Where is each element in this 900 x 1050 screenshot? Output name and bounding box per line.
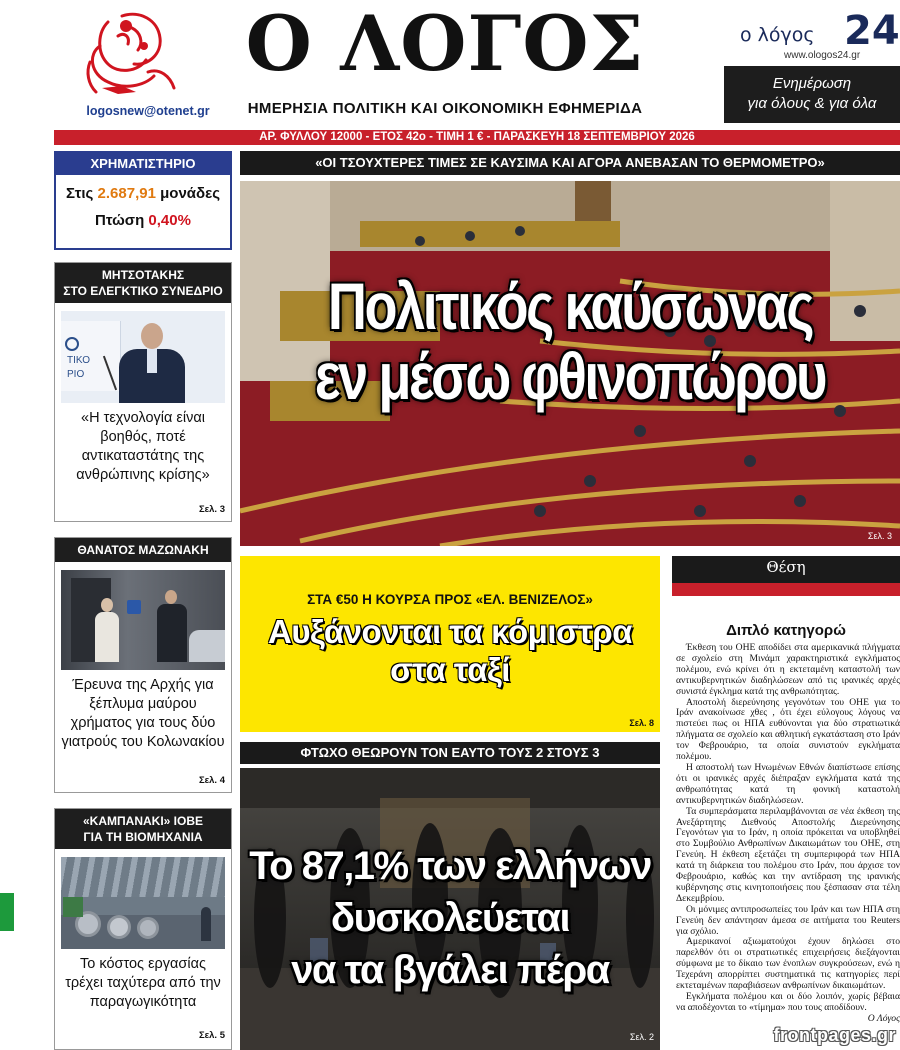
opinion-paragraph: Αμερικανοί αξιωματούχοι έχουν δηλώσει στο παρελθόν ότι οι στρατιωτικές επιχειρήσεις διεξάγονται σύμφωνα με το δίκαιο των ένοπλων συγκρούσεων, ενώ η Τεχεράνη απορρίπτει συστηματικά τις κατηγορίες περί εκτεταμένων παραβιάσεων ανθρωπίνων δικαιωμάτων. bbox=[676, 936, 900, 992]
edge-marker bbox=[0, 893, 14, 931]
page-reference: Σελ. 3 bbox=[867, 531, 892, 541]
side-story-text: «Η τεχνολογία είναι βοηθός, ποτέ αντικαταστάτης της ανθρώπινης κρίσης» bbox=[76, 410, 210, 483]
lead-story[interactable] bbox=[240, 181, 900, 546]
opinion-header-stripe bbox=[672, 583, 900, 596]
watermark: frontpages.gr bbox=[773, 1025, 896, 1045]
slogan-box bbox=[724, 66, 900, 123]
photo-backdrop-emblem bbox=[65, 337, 79, 351]
side-story-mazonakis[interactable] bbox=[54, 537, 232, 793]
steel-coil-2 bbox=[107, 915, 131, 939]
side-story-header bbox=[55, 809, 231, 849]
car bbox=[189, 630, 225, 662]
poll-kicker: ΦΤΩΧΟ ΘΕΩΡΟΥΝ ΤΟΝ ΕΑΥΤΟ ΤΟΥΣ 2 ΣΤΟΥΣ 3 bbox=[240, 742, 660, 764]
opinion-title[interactable]: Διπλό κατηγορώ bbox=[726, 622, 846, 639]
opinion-section-header bbox=[672, 556, 900, 596]
side-story-text: Έρευνα της Αρχής για ξέπλυμα μαύρου χρήματος για τους δύο γιατρούς του Κολωνακίου bbox=[61, 677, 225, 750]
mitsotakis-photo bbox=[61, 311, 225, 403]
side-story-header-line-1: «ΚΑΜΠΑΝΑΚΙ» ΙΟΒΕ bbox=[82, 814, 203, 828]
factory-photo bbox=[61, 857, 225, 949]
side-story-header-line-1: ΜΗΤΣΟΤΑΚΗΣ bbox=[101, 268, 185, 282]
taxi-headline-line-2: στα ταξί bbox=[390, 651, 510, 688]
opinion-signature: Ο Λόγος bbox=[867, 1012, 900, 1024]
side-story-iove[interactable] bbox=[54, 808, 232, 1050]
website-logo-number: 24 bbox=[844, 8, 900, 54]
side-story-header bbox=[55, 263, 231, 303]
person-dark-head bbox=[165, 590, 177, 604]
side-story-header-line-2: ΣΤΟ ΕΛΕΓΚΤΙΚΟ ΣΥΝΕΔΡΙΟ bbox=[63, 284, 223, 298]
stock-market-box[interactable] bbox=[54, 151, 232, 250]
slogan-line-2: για όλους & για όλα bbox=[747, 95, 877, 112]
speaker-shirt bbox=[147, 349, 157, 373]
poll-story[interactable] bbox=[240, 768, 660, 1050]
person-dark-body bbox=[157, 604, 187, 662]
factory-roof bbox=[61, 857, 225, 897]
police-sign bbox=[127, 600, 141, 614]
green-machine bbox=[63, 897, 83, 917]
opinion-body bbox=[676, 643, 900, 1043]
opinion-paragraph: Η αποστολή των Ηνωμένων Εθνών διαπίστωσε επίσης ότι οι ιρανικές αρχές διέπραξαν εγκλήματα κατά της ανθρωπότητας κατά τη φονική καταστολή αντικυβερνητικών διαδηλώσεων. bbox=[676, 761, 900, 806]
photo-backdrop-text-2: ΡΙΟ bbox=[67, 369, 85, 380]
page-reference: Σελ. 8 bbox=[629, 718, 654, 728]
stock-change-line bbox=[56, 212, 230, 229]
page-reference: Σελ. 2 bbox=[629, 1032, 654, 1042]
contact-email[interactable]: logosnew@otenet.gr bbox=[86, 104, 210, 118]
mazonakis-photo bbox=[61, 570, 225, 670]
stock-change-value: 0,40% bbox=[148, 212, 191, 229]
stock-market-header: ΧΡΗΜΑΤΙΣΤΗΡΙΟ bbox=[56, 153, 230, 175]
opinion-paragraph: Εγκλήματα πολέμου και οι δύο λοιπόν, χωρίς βέβαια να αποδέχονται το «τίμημα» που τους αποδίδουν. bbox=[676, 991, 900, 1013]
website-url[interactable]: www.ologos24.gr bbox=[784, 50, 861, 61]
opinion-paragraph: Οι μόνιμες αντιπροσωπείες του Ιράν και των ΗΠΑ στη Γενεύη δεν απάντησαν άμεσα σε αιτήματα του Reuters για σχόλιο. bbox=[676, 903, 900, 937]
side-story-header-line-2: ΓΙΑ ΤΗ ΒΙΟΜΗΧΑΝΙΑ bbox=[83, 830, 203, 844]
side-story-header-line-1: ΘΑΝΑΤΟΣ ΜΑΖΩΝΑΚΗ bbox=[77, 543, 209, 557]
side-story-header bbox=[55, 538, 231, 562]
newspaper-title: Ο ΛΟΓΟΣ bbox=[245, 0, 645, 88]
website-logo[interactable] bbox=[724, 4, 900, 66]
opinion-paragraph: Τα συμπεράσματα περιλαμβάνονται σε νέα έκθεση της Ανεξάρτητης Διεθνούς Αποστολής Διερεύνησης Γεγονότων για το Ιράν, η οποία πρόκειται να υποβληθεί στο Συμβούλιο Ανθρωπίνων Δικαιωμάτων του ΟΗΕ, στη Γενεύη. Η έκθεση εξετάζει τη συμπεριφορά των ΗΠΑ κατά τη διάρκεια του πολέμου στο Ιράν, που άρχισε τον Φεβρουάριο, καθώς και την αντίδραση της ιρανικής κυβέρνησης στις κινητοποιήσεις που ξέσπασαν στα τέλη Δεκεμβρίου. bbox=[676, 805, 900, 904]
opinion-section-label: Θέση bbox=[766, 558, 806, 576]
website-logo-text: ο λόγος bbox=[740, 24, 815, 46]
poll-headline-line-2: δυσκολεύεται bbox=[330, 896, 570, 940]
taxi-story[interactable] bbox=[240, 556, 660, 732]
page-reference: Σελ. 4 bbox=[198, 775, 225, 786]
taxi-headline bbox=[240, 613, 660, 689]
taxi-kicker: ΣΤΑ €50 Η ΚΟΥΡΣΑ ΠΡΟΣ «ΕΛ. ΒΕΝΙΖΕΛΟΣ» bbox=[307, 592, 593, 607]
steel-coil-3 bbox=[137, 917, 159, 939]
stock-index-value: 2.687,91 bbox=[97, 185, 156, 202]
page-reference: Σελ. 3 bbox=[198, 504, 225, 515]
newspaper-emblem bbox=[78, 2, 188, 98]
lead-headline-line-1: Πολιτικός καύσωνας bbox=[327, 269, 813, 343]
poll-headline-line-1: Το 87,1% των ελλήνων bbox=[249, 844, 651, 888]
taxi-headline-line-1: Αυξάνονται τα κόμιστρα bbox=[267, 613, 632, 650]
side-story-text: Το κόστος εργασίας τρέχει ταχύτερα από την παραγωγικότητα bbox=[65, 956, 221, 1010]
stock-change-prefix: Πτώση bbox=[95, 212, 145, 229]
speaker-head bbox=[141, 323, 163, 349]
poll-headline bbox=[240, 840, 660, 996]
person-white-body bbox=[95, 612, 119, 662]
stock-index-prefix: Στις bbox=[65, 185, 94, 202]
photo-backdrop-text-1: ΤΙΚΟ bbox=[67, 355, 91, 366]
lead-kicker: «ΟΙ ΤΣΟΥΧΤΕΡΕΣ ΤΙΜΕΣ ΣΕ ΚΑΥΣΙΜΑ ΚΑΙ ΑΓΟΡΑ ΑΝΕΒΑΣΑΝ ΤΟ ΘΕΡΜΟΜΕΤΡΟ» bbox=[240, 151, 900, 175]
page-reference: Σελ. 5 bbox=[198, 1030, 225, 1041]
newspaper-subtitle: ΗΜΕΡΗΣΙΑ ΠΟΛΙΤΙΚΗ ΚΑΙ ΟΙΚΟΝΟΜΙΚΗ ΕΦΗΜΕΡΙΔΑ bbox=[247, 100, 643, 117]
stock-index-line bbox=[56, 185, 230, 202]
lead-headline-line-2: εν μέσω φθινοπώρου bbox=[314, 339, 826, 413]
issue-info-bar: ΑΡ. ΦΥΛΛΟΥ 12000 - ΕΤΟΣ 42ο - ΤΙΜΗ 1 € - ΠΑΡΑΣΚΕΥΗ 18 ΣΕΠΤΕΜΒΡΙΟΥ 2026 bbox=[54, 130, 900, 145]
person-white-head bbox=[101, 598, 113, 612]
poll-headline-line-3: να τα βγάλει πέρα bbox=[291, 948, 609, 992]
stock-index-unit: μονάδες bbox=[160, 185, 221, 202]
opinion-paragraph: Αποστολή διερεύνησης γεγονότων του ΟΗΕ για το Ιράν ανακοίνωσε χθες , ότι έχει εύλογους λόγους να πιστεύει πως οι ΗΠΑ ευθύνονται για δύο στρατιωτικά πλήγματα σε σχολείο και αθλητική εγκατάσταση στο Ιράν τον Φεβρουάριο, τα οποία συνιστούν εγκλήματα πολέμου. bbox=[676, 696, 900, 763]
side-story-mitsotakis[interactable] bbox=[54, 262, 232, 522]
slogan-line-1: Ενημέρωση bbox=[772, 75, 852, 92]
opinion-paragraph: Έκθεση του ΟΗΕ αποδίδει στα αμερικανικά πλήγματα σε σχολείο στη Μινάμπ χαρακτηριστικά εγκλήματος πολέμου, ενώ κρίνει ότι η εκτεταμένη καταστολή των αντικυβερνητικών διαδηλώσεων από τις ιρανικές αρχές συνιστά έγκλημα κατά της ανθρωπότητας. bbox=[676, 643, 900, 697]
worker bbox=[201, 907, 211, 941]
lead-headline bbox=[299, 271, 840, 411]
